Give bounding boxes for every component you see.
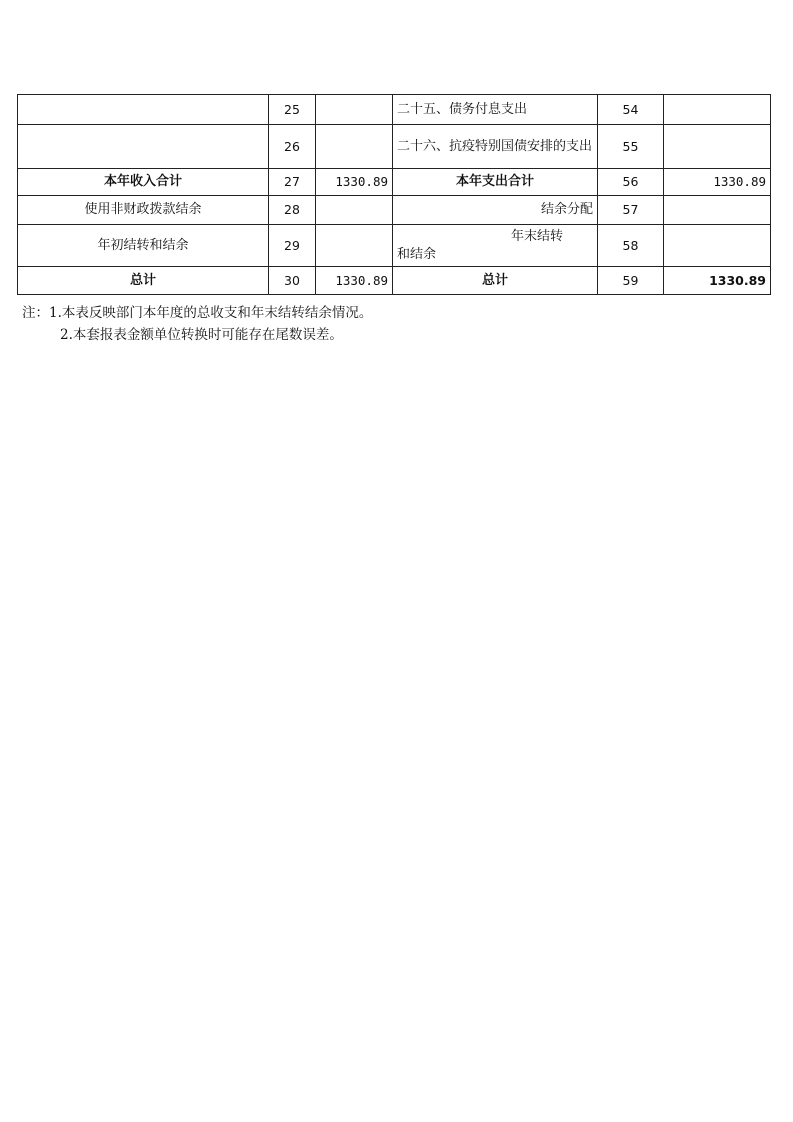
- table-row: [18, 196, 771, 225]
- left-item-cell: 年初结转和结余: [18, 225, 269, 267]
- left-line-number: 30: [269, 267, 316, 295]
- right-item-cell: 二十五、债务付息支出: [393, 95, 598, 125]
- table-row: [18, 225, 771, 267]
- income-subtotal-label: 本年收入合计: [18, 169, 269, 196]
- expense-subtotal-amount: 1330.89: [664, 169, 771, 196]
- grand-total-label: 总计: [393, 267, 598, 295]
- right-amount: [664, 125, 771, 169]
- right-line-number: 54: [598, 95, 664, 125]
- right-line-number: 55: [598, 125, 664, 169]
- right-amount: [664, 196, 771, 225]
- table-row: [18, 95, 771, 125]
- left-line-number: 26: [269, 125, 316, 169]
- right-item-cell: 结余分配: [393, 196, 598, 225]
- grand-total-label: 总计: [18, 267, 269, 295]
- grand-total-expense-amount: 1330.89: [664, 267, 771, 295]
- left-line-number: 27: [269, 169, 316, 196]
- right-item-line-1: 年末结转: [510, 228, 563, 244]
- right-line-number: 59: [598, 267, 664, 295]
- left-line-number: 29: [269, 225, 316, 267]
- left-item-cell: [18, 95, 269, 125]
- table-row: [18, 267, 771, 295]
- note-line-1: 注：1.本表反映部门本年度的总收支和年末结转结余情况。: [22, 305, 373, 321]
- left-line-number: 25: [269, 95, 316, 125]
- left-line-number: 28: [269, 196, 316, 225]
- table-row: [18, 125, 771, 169]
- table-row: [18, 169, 771, 196]
- right-item-cell: [393, 225, 598, 267]
- note-line-2: 2.本套报表金额单位转换时可能存在尾数误差。: [60, 327, 343, 343]
- right-item-line-2: 和结余: [397, 246, 437, 262]
- right-item-cell: 二十六、抗疫特别国债安排的支出: [393, 125, 598, 169]
- left-amount: [316, 95, 393, 125]
- right-line-number: 58: [598, 225, 664, 267]
- left-amount: [316, 125, 393, 169]
- left-item-cell: 使用非财政拨款结余: [18, 196, 269, 225]
- right-line-number: 56: [598, 169, 664, 196]
- left-amount: [316, 196, 393, 225]
- right-amount: [664, 95, 771, 125]
- budget-table: [17, 94, 771, 295]
- expense-subtotal-label: 本年支出合计: [393, 169, 598, 196]
- left-amount: [316, 225, 393, 267]
- income-subtotal-amount: 1330.89: [316, 169, 393, 196]
- left-item-cell: [18, 125, 269, 169]
- right-amount: [664, 225, 771, 267]
- table-notes: [22, 302, 372, 346]
- grand-total-income-amount: 1330.89: [316, 267, 393, 295]
- right-line-number: 57: [598, 196, 664, 225]
